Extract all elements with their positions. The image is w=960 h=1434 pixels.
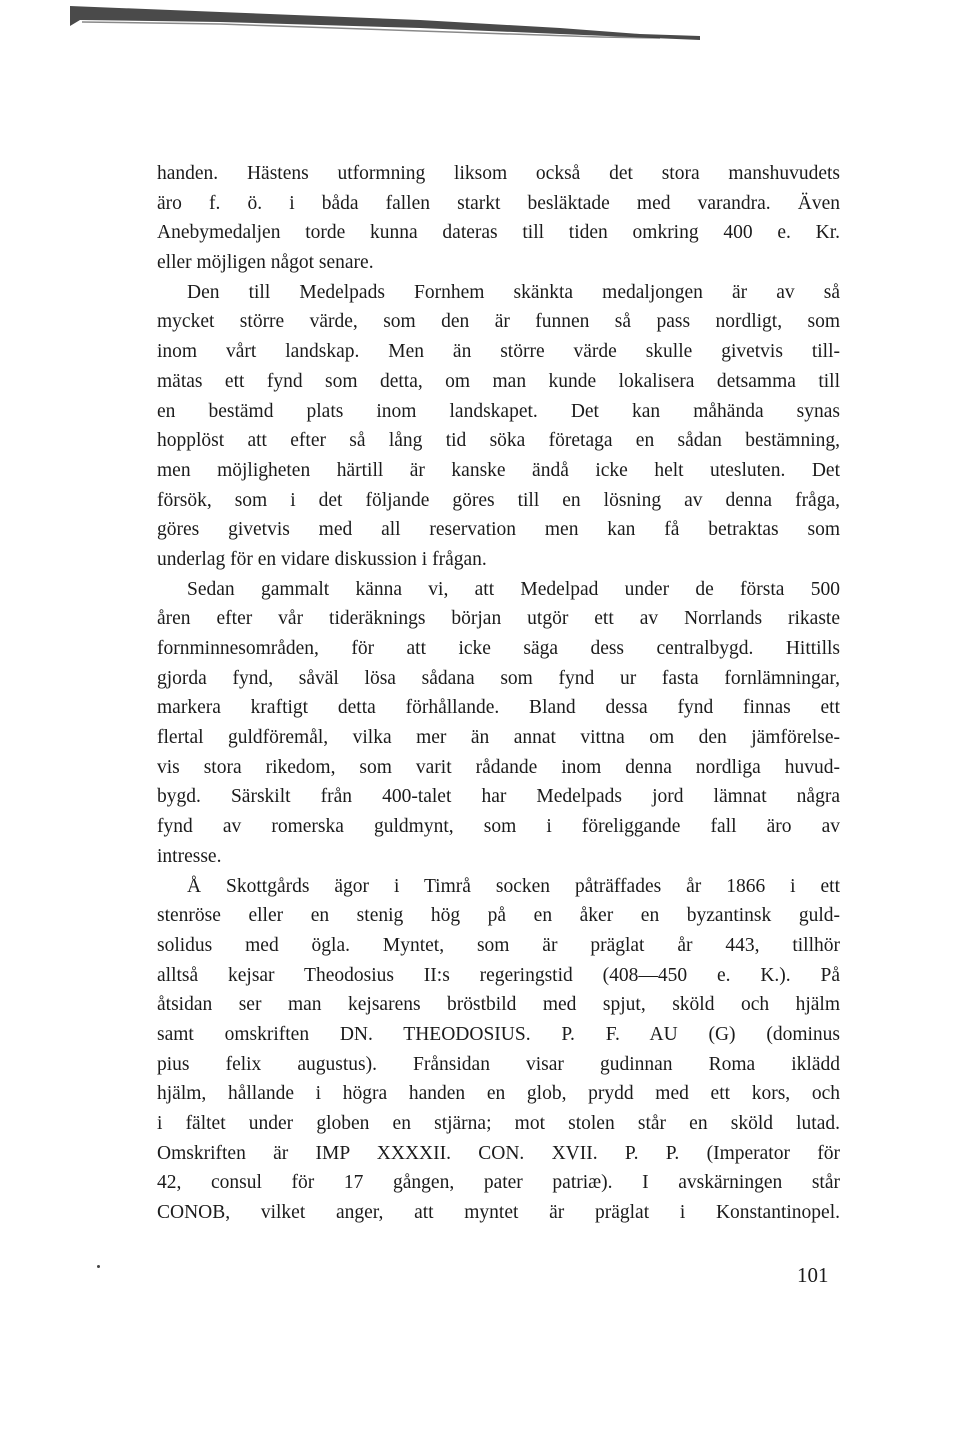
text-line: Den till Medelpads Fornhem skänkta medaljongen är av så (187, 281, 840, 303)
stray-mark (97, 1265, 100, 1268)
text-line: samt omskriften DN. THEODOSIUS. P. F. AU (G) (dominus (157, 1023, 840, 1045)
text-line: stenröse eller en stenig hög på en åker en byzantinsk guld- (157, 905, 840, 927)
text-line: fynd av romerska guldmynt, som i föreliggande fall äro av (157, 816, 840, 838)
text-line: Anebymedaljen torde kunna dateras till tiden omkring 400 e. Kr. (157, 222, 840, 244)
text-line: markera kraftigt detta förhållande. Bland dessa fynd finnas ett (157, 697, 840, 719)
text-line: i fältet under globen en stjärna; mot stolen står en sköld lutad. (157, 1113, 840, 1134)
text-line: en bestämd plats inom landskapet. Det kan måhända synas (157, 400, 840, 422)
text-line: hopplöst att efter så lång tid söka företaga en sådan bestämning, (157, 430, 840, 452)
scan-edge-artifact (0, 0, 960, 60)
text-line: åren efter vår tideräknings början utgör ett av Norrlands rikaste (157, 608, 840, 630)
text-line: Å Skottgårds ägor i Timrå socken påträffades år 1866 i ett (187, 875, 840, 897)
text-line: solidus med ögla. Myntet, som är präglat år 443, tillhör (157, 934, 840, 956)
text-line: försök, som i det följande göres till en lösning av denna fråga, (157, 489, 840, 511)
text-line: intresse. (157, 845, 222, 867)
text-line: gjorda fynd, såväl lösa sådana som fynd ur fasta fornlämningar, (157, 667, 840, 689)
text-line: eller möjligen något senare. (157, 252, 374, 274)
text-line: handen. Hästens utformning liksom också det stora manshuvudets (157, 163, 840, 184)
body-text (157, 159, 840, 1228)
page-number: 101 (797, 1263, 829, 1287)
text-line: hjälm, hållande i högra handen en glob, prydd med ett kors, och (157, 1083, 840, 1105)
text-line: CONOB, vilket anger, att myntet är präglat i Konstantinopel. (157, 1202, 840, 1224)
text-line: flertal guldföremål, vilka mer än annat vittna om den jämförelse- (157, 727, 840, 749)
text-line: mycket större värde, som den är funnen så pass nordligt, som (157, 311, 840, 333)
text-line: inom vårt landskap. Men än större värde skulle givetvis till- (157, 341, 840, 363)
text-line: men möjligheten härtill är kanske ändå icke helt utesluten. Det (157, 459, 840, 481)
text-line: åtsidan ser man kejsarens bröstbild med spjut, sköld och hjälm (157, 994, 840, 1016)
text-line: göres givetvis med all reservation men kan få betraktas som (157, 519, 840, 541)
text-line: fornminnesområden, för att icke säga dess centralbygd. Hittills (157, 638, 840, 659)
text-line: vis stora rikedom, som varit rådande inom denna nordliga huvud- (157, 756, 840, 778)
text-line: Sedan gammalt känna vi, att Medelpad under de första 500 (187, 578, 840, 600)
text-line: Omskriften är IMP XXXXII. CON. XVII. P. P. (Imperator för (157, 1142, 840, 1164)
text-line: alltså kejsar Theodosius II:s regeringstid (408—450 e. K.). På (157, 964, 840, 986)
text-line: underlag för en vidare diskussion i frågan. (157, 548, 487, 570)
text-line: bygd. Särskilt från 400-talet har Medelpads jord lämnat några (157, 786, 840, 808)
text-line: mätas ett fynd som detta, om man kunde lokalisera detsamma till (157, 370, 840, 392)
text-line: 42, consul för 17 gången, pater patriæ). I avskärningen står (157, 1172, 840, 1194)
text-line: pius felix augustus). Frånsidan visar gudinnan Roma iklädd (157, 1053, 840, 1075)
text-line: äro f. ö. i båda fallen starkt besläktade med varandra. Även (157, 192, 840, 214)
